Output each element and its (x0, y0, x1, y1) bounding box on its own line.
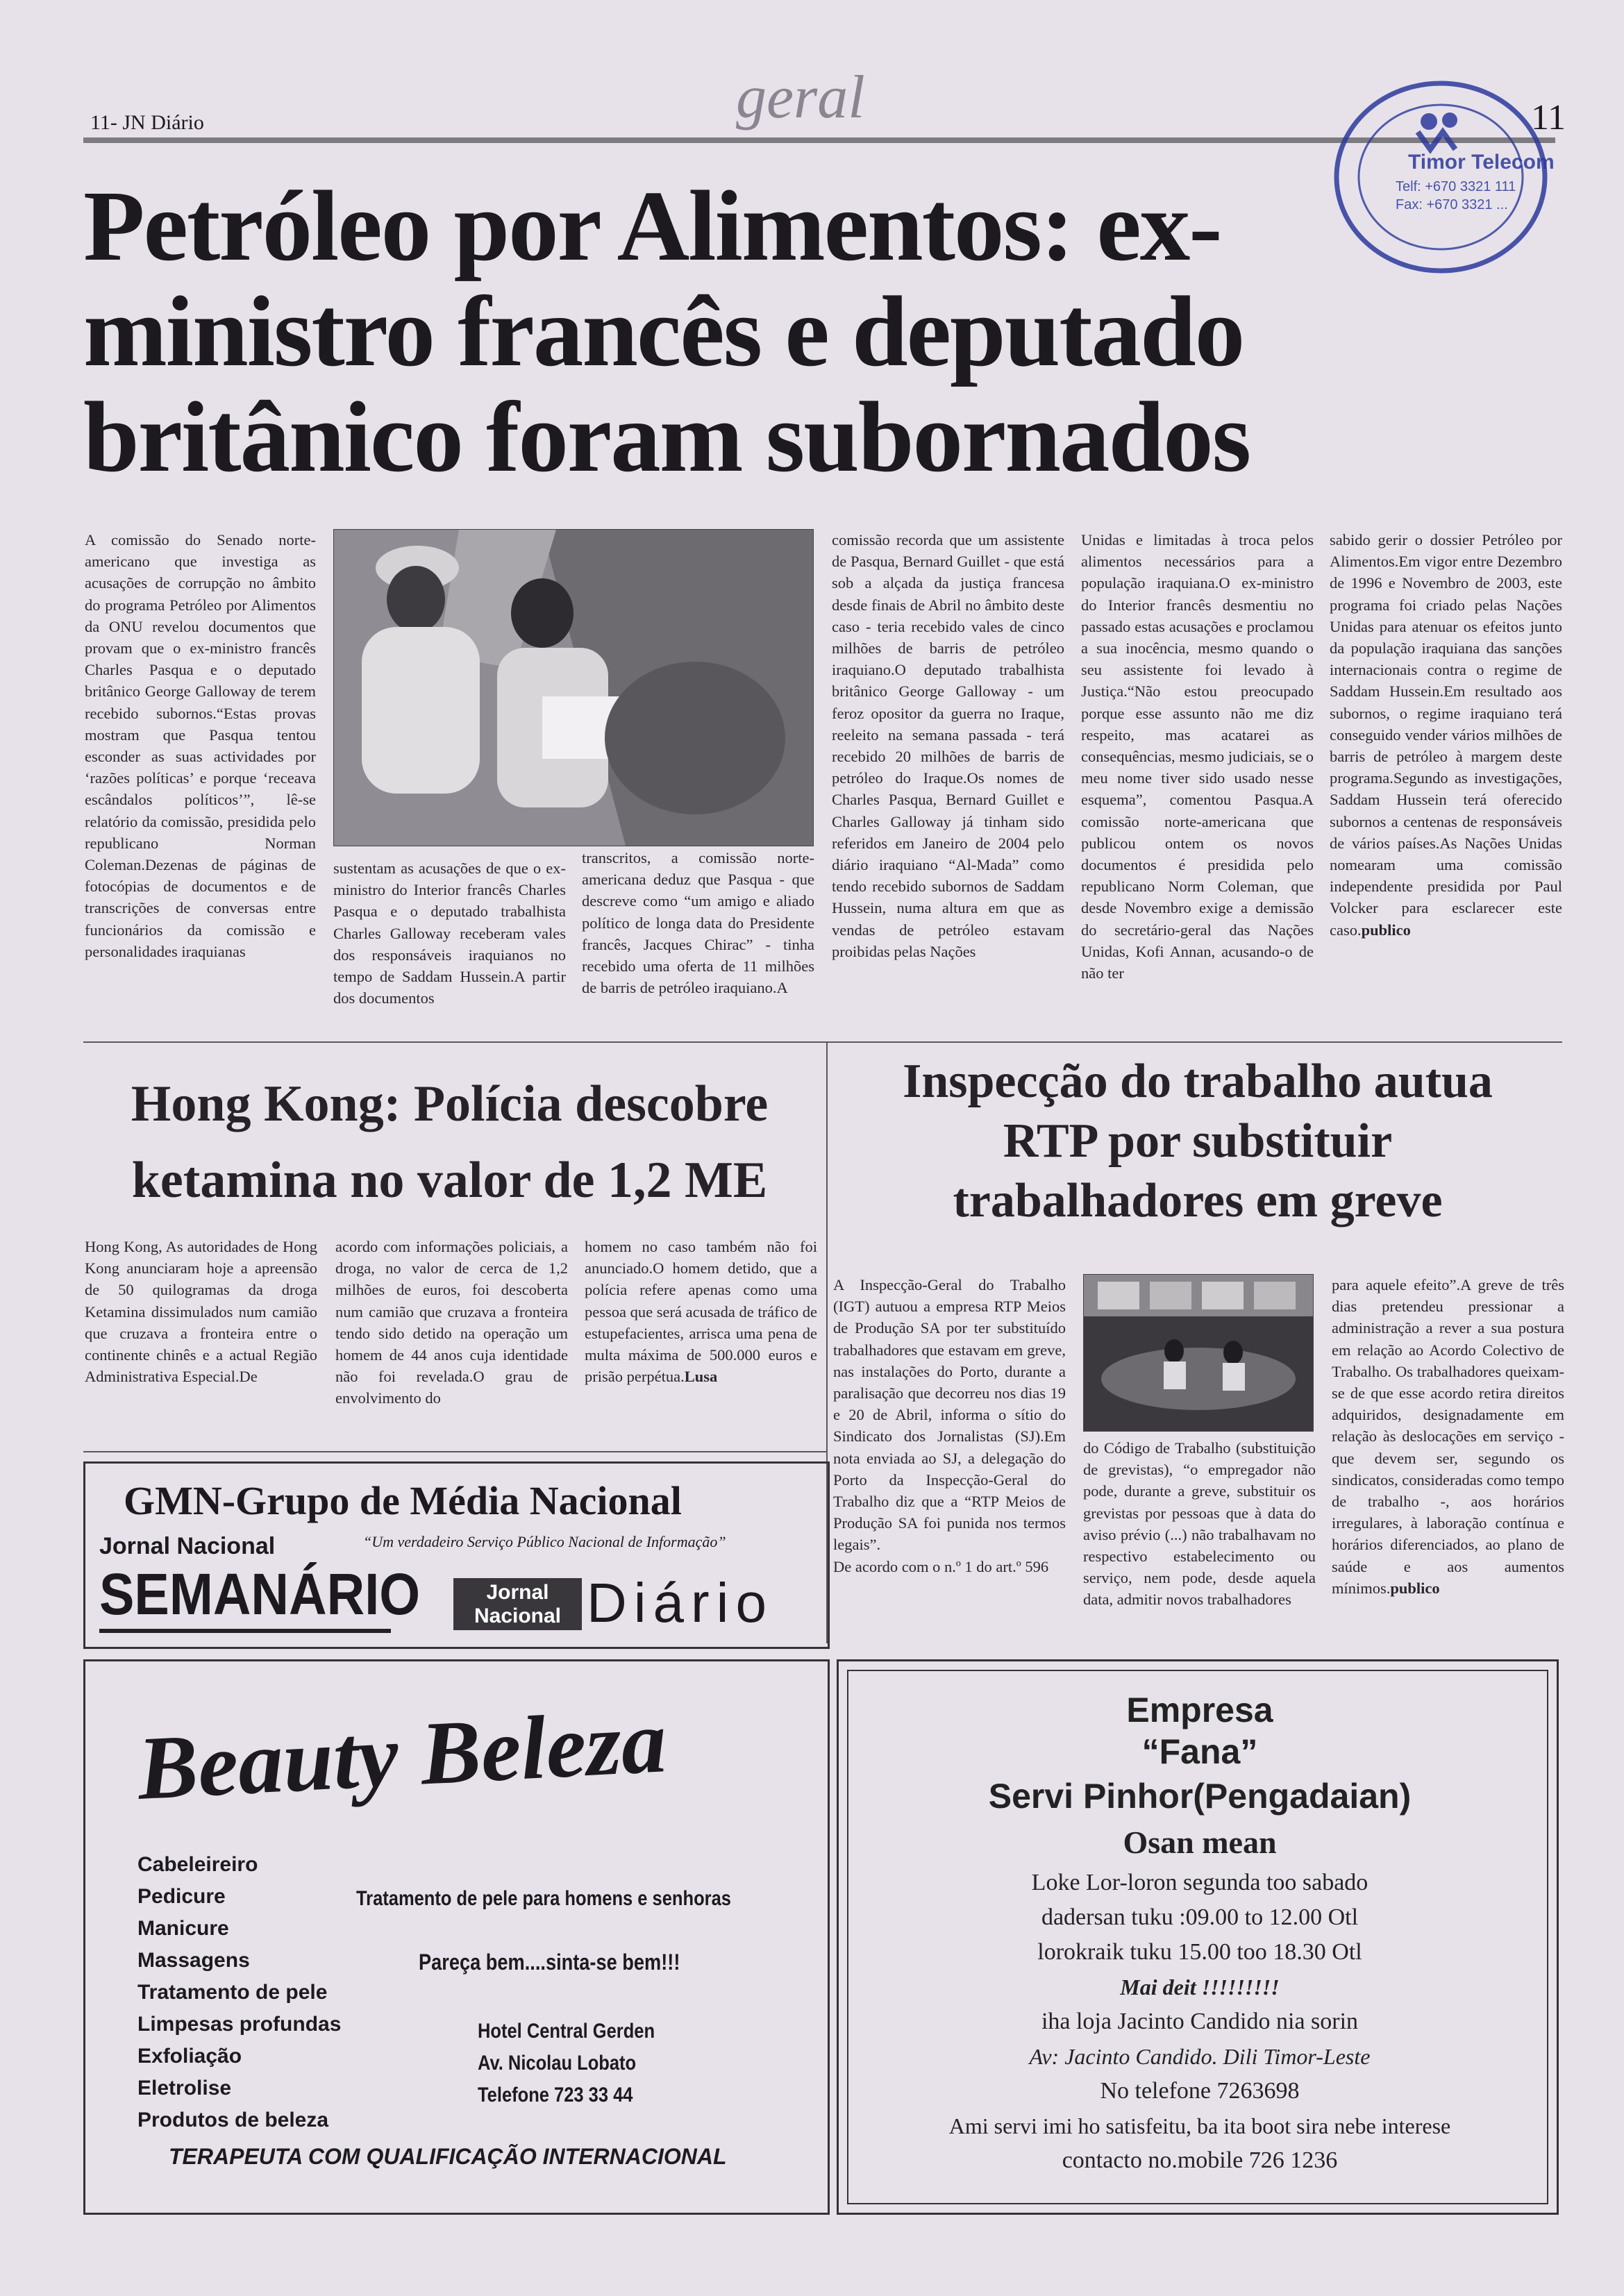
service-item: Eletrolise (137, 2077, 232, 2100)
section-label: geral (736, 64, 865, 131)
service-item: Pedicure (137, 1885, 226, 1908)
semanario-logo: SEMANÁRIO (99, 1561, 421, 1627)
main-article-signature: publico (1361, 921, 1411, 939)
diario-logo: Diário (587, 1572, 773, 1634)
divider-hk (83, 1451, 826, 1452)
article-photo (333, 529, 814, 846)
beauty-address: Hotel Central Gerden Av. Nicolau Lobato Telefone 723 33 44 (478, 2020, 655, 2106)
service-item: Exfoliação (137, 2045, 242, 2068)
main-headline: Petróleo por Alimentos: ex-ministro francês e deputado britânico foram subornados (83, 171, 1250, 493)
jornal-nacional-label: Jornal Nacional (99, 1533, 276, 1559)
folio: 11- JN Diário (90, 111, 204, 134)
page-number: 11 (1531, 98, 1566, 137)
beauty-footer: TERAPEUTA COM QUALIFICAÇÃO INTERNACIONAL (169, 2144, 727, 2169)
rtp-article-col-1: A Inspecção-Geral do Trabalho (IGT) autuou a empresa RTP Meios de Produção SA por ter substituído trabalhadores que estavam em greve, nas instalações do Porto, durante a paralisação que decorreu nos dias 19 e 20 de Abril, informa o sítio do Sindicato dos Jornalistas (SJ).Em nota enviada ao SJ, a delegação do Porto da Inspecção-Geral do Trabalho diz que a “RTP Meios de Produção SA foi punida nos termos legais”. De acordo com o n.º 1 do art.º 596 (833, 1276, 1066, 1575)
gmn-ad (83, 1461, 830, 1649)
hk-headline: Hong Kong: Polícia descobre ketamina no valor de 1,2 ME (131, 1075, 769, 1209)
service-item: Cabeleireiro (137, 1853, 258, 1876)
svg-text:Telf: +670 3321 111: Telf: +670 3321 111 (1396, 179, 1516, 194)
main-article-col-3: transcritos, a comissão norte-americana deduz que Pasqua - que descreve como “um amigo e aliado político de longa data do Presidente francês, Jacques Chirac” - tinha recebido uma oferta de 11 milhões de barris de petróleo iraquiano.A (582, 849, 814, 997)
service-item: Produtos de beleza (137, 2109, 329, 2131)
divider-main (83, 1041, 1562, 1043)
semanario-underline (99, 1629, 391, 1633)
beauty-tagline-2: Pareça bem....sinta-se bem!!! (419, 1950, 680, 1975)
main-article-col-6: sabido gerir o dossier Petróleo por Alimentos.Em vigor entre Dezembro de 1996 e Novembro de 2003, este programa foi criado pelas Nações Unidas para atenuar os efeitos junto da população iraquiana das sanções internacionais contra o regime de Saddam Hussein.Em resultado aos subornos, o regime iraquiano terá conseguido vender vários milhões de barris de petróleo à margem deste programa.Segundo as investigações, Saddam Hussein terá oferecido subornos a centenas de responsáveis de vários países.As Nações Unidas nomearam uma comissão independente presidida por Paul Volcker para esclarecer este caso.publico (1330, 531, 1562, 939)
service-item: Limpesas profundas (137, 2013, 342, 2036)
rtp-article-signature: publico (1390, 1579, 1440, 1597)
main-article-col-5: Unidas e limitadas à troca pelos alimentos necessários para a população iraquiana.O ex-ministro do Interior francês desmentiu no passado estas acusações e proclamou a sua inocência, mesmo quando o seu assistente foi levado à Justiça.“Não estou preocupado porque esse assunto não me diz respeito, mas acatarei as consequências, mesmo judiciais, se o meu nome tiver sido usado nesse esquema”, comentou Pasqua.A comissão norte-americana que publicou ontem os novos documentos é presidida pelo republicano Norm Coleman, que desde Novembro exige a demissão do secretário-geral das Nações Unidas, Kofi Annan, acusando-o de não ter (1081, 531, 1314, 982)
rtp-article-col-3: para aquele efeito”.A greve de três dias pretendeu pressionar a administração a rever a sua postura em relação ao Acordo Colectivo de Trabalho. Os trabalhadores queixam-se de que esse acordo retira direitos adquiridos, designadamente em relação às deslocações em serviço - que devem ser, segundo os sindicatos, consideradas como tempo de trabalho -, aos horários irregulares, à laboração contínua e horários diferenciados, ao plano de saúde e aos aumentos mínimos.publico (1332, 1276, 1564, 1597)
hk-article-col-1: Hong Kong, As autoridades de Hong Kong anunciaram hoje a apreensão de 50 quilogramas da droga Ketamina dissimulados num camião que cruzava a fronteira entre o continente chinês e a actual Região Administrativa Especial.De (85, 1238, 317, 1386)
beauty-tagline-1: Tratamento de pele para homens e senhoras (356, 1887, 731, 1910)
service-item: Tratamento de pele (137, 1981, 328, 2004)
svg-text:Timor Telecom: Timor Telecom (1408, 151, 1555, 174)
beauty-title: Beauty Beleza (135, 1691, 669, 1819)
rtp-headline: Inspecção do trabalho autua RTP por substituir trabalhadores em greve (903, 1055, 1493, 1227)
service-item: Massagens (137, 1949, 250, 1972)
beauty-beleza-ad (83, 1659, 830, 2215)
main-article-col-1: A comissão do Senado norte-americano que investiga as acusações de corrupção no âmbito do programa Petróleo por Alimentos da ONU revelou documentos que provam que o ex-ministro francês Charles Pasqua e o deputado britânico George Galloway de terem recebido subornos.“Estas provas mostram que Pasqua tentou esconder as suas actividades por ‘razões políticas’ e porque ‘receava escândalos políticos’”, lê-se relatório da comissão, presidida pelo republicano Norman Coleman.Dezenas de páginas de fotocópias de documentos e de transcrições de conversas entre funcionários da comissão e personalidades iraquianas (85, 531, 316, 960)
gmn-slogan: “Um verdadeiro Serviço Público Nacional de Informação” (363, 1533, 726, 1550)
hk-article-col-2: acordo com informações policiais, a droga, no valor de cerca de 1,2 milhões de euros, foi descoberta num camião que cruzava a fronteira tendo sido detido na operação um homem de 44 anos cuja identidade não foi revelada.O grau de envolvimento do (335, 1238, 568, 1407)
gmn-title: GMN-Grupo de Média Nacional (124, 1478, 682, 1523)
fana-text: Empresa “Fana” Servi Pinhor(Pengadaian) Osan mean Loke Lor-loron segunda too sabado dadersan tuku :09.00 to 12.00 Otl lorokraik tuku 15.00 too 18.30 Otl Mai deit !!!!!!!!! iha loja Jacinto Candido nia sorin Av: Jacinto Candido. Dili Timor-Leste No telefone 7263698 Ami servi imi ho satisfeitu, ba ita boot sira nebe interese contacto no.mobile 726 1236 (948, 1691, 1451, 2173)
fana-ad (837, 1659, 1559, 2215)
hk-article-col-3: homem no caso também não foi anunciado.O homem detido, que a polícia refere apenas como uma pessoa que será acusada de tráfico de estupefacientes, arrisca uma pena de multa máxima de 500.000 euros e prisão perpétua.Lusa (585, 1238, 817, 1386)
jornal-nacional-badge: Jornal Nacional (453, 1578, 582, 1630)
main-article-col-4: comissão recorda que um assistente de Pasqua, Bernard Guillet - que está sob a alçada da justiça francesa desde finais de Abril no âmbito deste caso - teria recebido vales de cinco milhões de barris de petróleo iraquiano.O deputado trabalhista britânico George Galloway - um feroz opositor da guerra no Iraque, reeleito na semana passada - terá recebido 20 milhões de barris de petróleo do Iraque.Os nomes de Charles Pasqua, Bernard Guillet e Charles Galloway já tinham sido referidos em Janeiro de 2004 pelo diário iraquiano “Al-Mada” como tendo recebido subornos de Saddam Hussein, numa altura em que as vendas de petróleo estavam proibidas pelas Nações (832, 531, 1064, 960)
main-article-col-2: sustentam as acusações de que o ex-ministro do Interior francês Charles Pasqua e o deputado trabalhista Charles Galloway receberam vales dos responsáveis iraquianos no tempo de Saddam Hussein.A partir dos documentos (333, 860, 566, 1007)
rtp-article-col-2: do Código de Trabalho (substituição de grevistas), “o empregador não pode, durante a greve, substituir os grevistas por pessoas que à data do aviso prévio (...) não trabalhavam no respectivo estabelecimento ou serviço, nem pode, desde aquela data, admitir novos trabalhadores (1083, 1439, 1316, 1609)
beauty-services-list (137, 1849, 341, 2136)
rtp-photo (1083, 1274, 1314, 1432)
hk-article-signature: Lusa (684, 1368, 718, 1386)
service-item: Manicure (137, 1917, 229, 1940)
svg-text:Fax: +670 3321 ...: Fax: +670 3321 ... (1396, 197, 1508, 212)
